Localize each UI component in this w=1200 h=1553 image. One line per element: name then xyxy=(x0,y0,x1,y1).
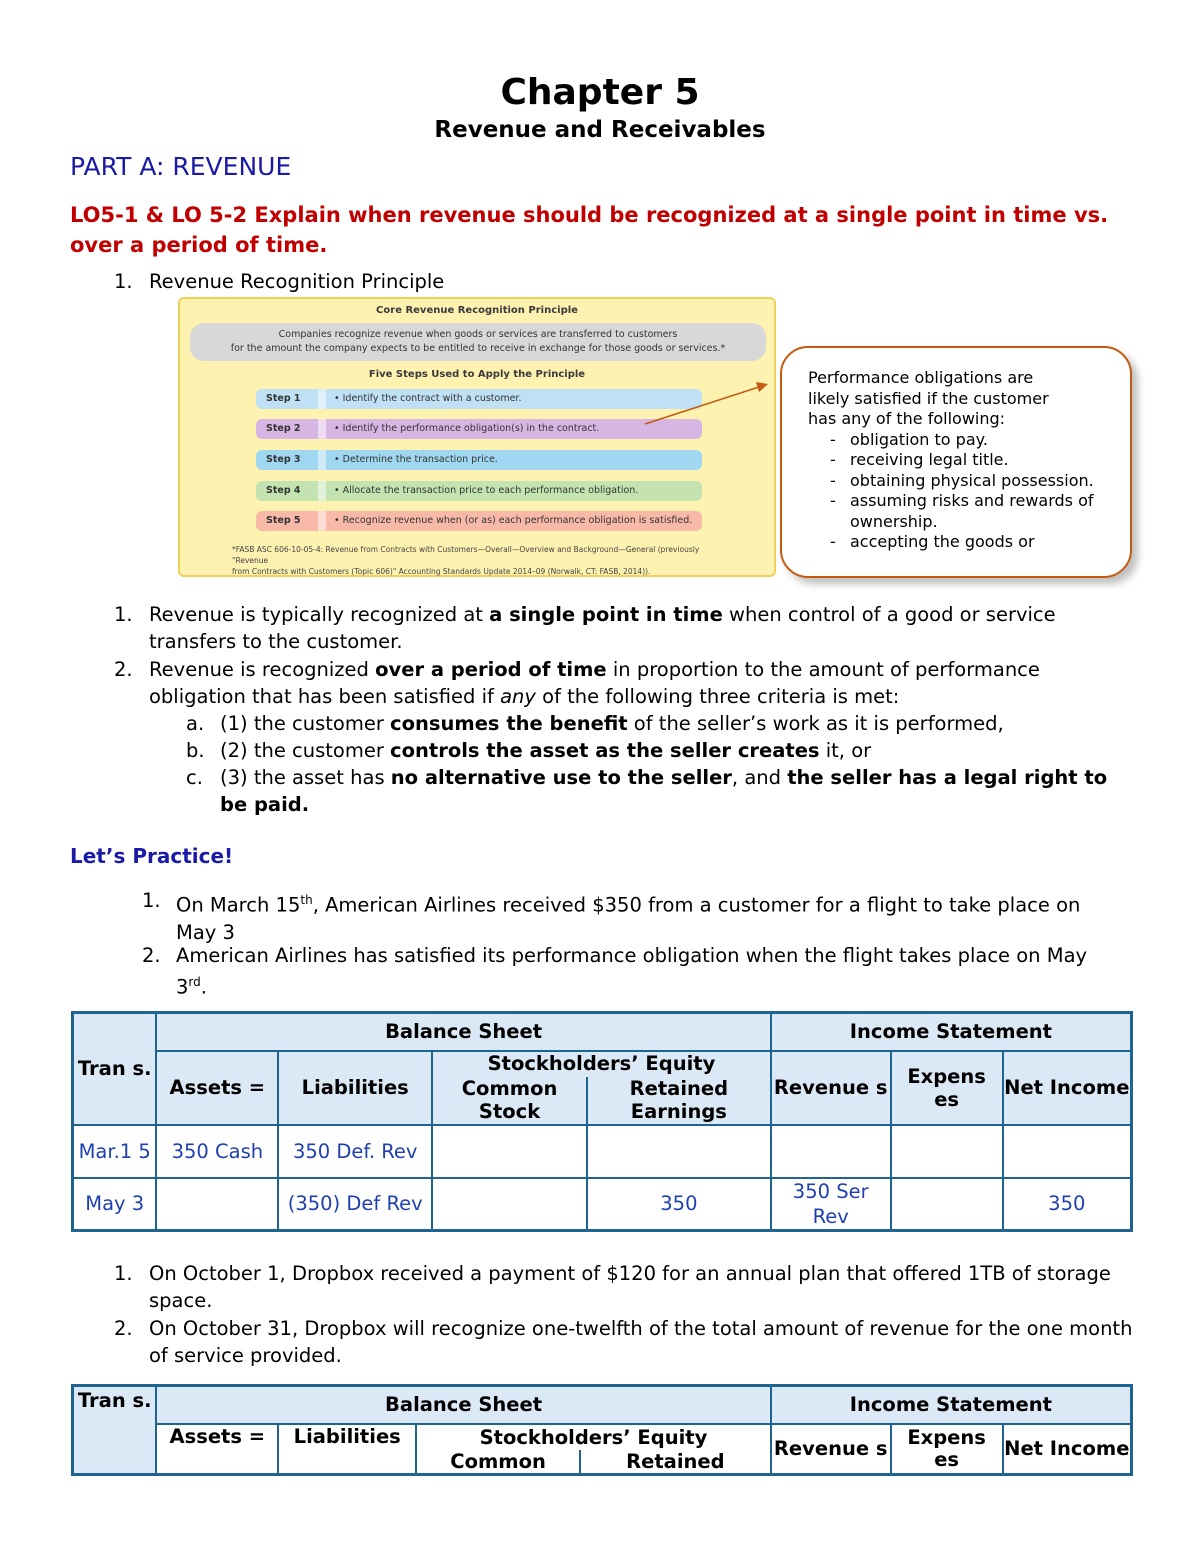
figure-step-divider xyxy=(318,481,326,501)
cell-retained: 350 xyxy=(587,1178,771,1231)
header-retained-earnings: Retained xyxy=(580,1450,771,1475)
cell-revenues xyxy=(771,1125,891,1178)
header-assets: Assets = xyxy=(156,1424,278,1475)
figure-step-2 xyxy=(256,419,702,439)
list-number: 1. xyxy=(114,1262,133,1285)
header-stockholders-equity: Stockholders’ Equity xyxy=(432,1051,771,1077)
cell-expenses xyxy=(891,1178,1003,1231)
figure-footnote-line: from Contracts with Customers (Topic 606)" Accounting Standards Update 2014–09 (Norwalk, CT: FASB, 2014)). xyxy=(232,567,651,576)
cell-revenues: 350 Ser Rev xyxy=(771,1178,891,1231)
callout-item: - receiving legal title. xyxy=(826,450,1118,471)
cell-assets xyxy=(156,1178,278,1231)
cell-trans: Mar.1 5 xyxy=(73,1125,157,1178)
figure-core-principle xyxy=(190,323,766,361)
header-net-income: Net Income xyxy=(1003,1051,1132,1125)
figure-core-line: Companies recognize revenue when goods or services are transferred to customers xyxy=(278,329,678,340)
figure-core-title: Core Revenue Recognition Principle xyxy=(376,305,578,316)
callout-intro: Performance obligations are xyxy=(808,368,1034,387)
header-retained-earnings: Retained Earnings xyxy=(587,1077,771,1125)
list-letter: a. xyxy=(186,712,205,735)
list-text: On October 1, Dropbox received a payment of $120 for an annual plan that offered 1TB of storage space. xyxy=(149,1262,1111,1312)
figure-step-description: • Identify the contract with a customer. xyxy=(334,393,522,404)
figure-step-5 xyxy=(256,511,702,531)
callout-arrow-icon xyxy=(640,378,780,428)
list-number: 2. xyxy=(142,944,161,967)
figure-core-line: for the amount the company expects to be entitled to receive in exchange for those goods or services.* xyxy=(230,343,726,354)
header-income-statement: Income Statement xyxy=(771,1013,1132,1051)
figure-step-label: Step 5 xyxy=(266,515,301,526)
header-trans: Tran s. xyxy=(73,1386,157,1475)
header-common-stock: Common xyxy=(416,1450,580,1475)
callout-item: - assuming risks and rewards of ownership. xyxy=(826,491,1118,532)
transaction-table-dropbox xyxy=(71,1384,1133,1476)
header-expenses: Expens es xyxy=(891,1051,1003,1125)
list-number: 2. xyxy=(114,658,133,681)
figure-step-4 xyxy=(256,481,702,501)
part-heading: PART A: REVENUE xyxy=(70,152,292,181)
cell-common xyxy=(432,1178,587,1231)
list-letter: c. xyxy=(186,766,203,789)
learning-objective-heading: LO5-1 & LO 5-2 Explain when revenue should be recognized at a single point in time vs. over a period of time. xyxy=(70,203,1109,257)
figure-step-description: • Identify the performance obligation(s) in the contract. xyxy=(334,423,600,434)
cell-net-income: 350 xyxy=(1003,1178,1132,1231)
figure-steps-title: Five Steps Used to Apply the Principle xyxy=(368,369,586,380)
list-text: Revenue is recognized over a period of time in proportion to the amount of performance obligation that has been satisfied if any of the following three criteria is met: xyxy=(149,658,1040,708)
list-number: 1. xyxy=(114,603,133,626)
header-liabilities: Liabilities xyxy=(278,1051,432,1125)
list-number: 2. xyxy=(114,1317,133,1340)
list-text: On March 15th, American Airlines received $350 from a customer for a flight to take place on May 3 xyxy=(176,893,1081,944)
figure-step-1 xyxy=(256,389,702,409)
callout-item: - obtaining physical possession. xyxy=(826,471,1118,492)
table-row xyxy=(73,1125,1132,1178)
figure-footnote-line: *FASB ASC 606-10-05-4: Revenue from Contracts with Customers—Overall—Overview and Background—General (previously "Revenue xyxy=(232,545,700,565)
list-text: Revenue is typically recognized at a single point in time when control of a good or service transfers to the customer. xyxy=(149,603,1056,653)
callout-item: - obligation to pay. xyxy=(826,430,1118,451)
figure-step-label: Step 3 xyxy=(266,454,301,465)
cell-liabilities: 350 Def. Rev xyxy=(278,1125,432,1178)
cell-common xyxy=(432,1125,587,1178)
list-letter: b. xyxy=(186,739,205,762)
callout-intro: has any of the following: xyxy=(808,409,1006,428)
list-text: (1) the customer consumes the benefit of the seller’s work as it is performed, xyxy=(220,712,1004,735)
table-row xyxy=(73,1178,1132,1231)
list-text: Revenue Recognition Principle xyxy=(149,270,445,293)
header-revenues: Revenue s xyxy=(771,1424,891,1475)
header-income-statement: Income Statement xyxy=(771,1386,1132,1424)
figure-footnote xyxy=(232,544,732,577)
header-balance-sheet: Balance Sheet xyxy=(156,1386,770,1424)
list-number: 1. xyxy=(142,889,161,912)
header-trans: Tran s. xyxy=(73,1013,157,1125)
figure-step-description: • Allocate the transaction price to each performance obligation. xyxy=(334,485,639,496)
list-text: American Airlines has satisfied its performance obligation when the flight takes place on May 3rd. xyxy=(176,944,1088,999)
header-revenues: Revenue s xyxy=(771,1051,891,1125)
cell-assets: 350 Cash xyxy=(156,1125,278,1178)
header-assets: Assets = xyxy=(156,1051,278,1125)
cell-liabilities: (350) Def Rev xyxy=(278,1178,432,1231)
cell-retained xyxy=(587,1125,771,1178)
header-common-stock: Common Stock xyxy=(432,1077,587,1125)
figure-step-divider xyxy=(318,389,326,409)
figure-step-divider xyxy=(318,511,326,531)
cell-expenses xyxy=(891,1125,1003,1178)
figure-step-label: Step 4 xyxy=(266,485,301,496)
callout-item: - accepting the goods or xyxy=(826,532,1118,553)
figure-step-divider xyxy=(318,450,326,470)
list-number: 1. xyxy=(114,270,133,293)
figure-step-description: • Recognize revenue when (or as) each performance obligation is satisfied. xyxy=(334,515,693,526)
figure-step-3 xyxy=(256,450,702,470)
list-text: (2) the customer controls the asset as the seller creates it, or xyxy=(220,739,872,762)
cell-trans: May 3 xyxy=(73,1178,157,1231)
header-balance-sheet: Balance Sheet xyxy=(156,1013,770,1051)
figure-step-label: Step 2 xyxy=(266,423,301,434)
figure-step-divider xyxy=(318,419,326,439)
header-liabilities: Liabilities xyxy=(278,1424,416,1475)
performance-obligation-callout xyxy=(780,346,1132,578)
header-expenses: Expens es xyxy=(891,1424,1003,1475)
callout-intro: likely satisfied if the customer xyxy=(808,388,1049,408)
transaction-table-airlines xyxy=(71,1011,1133,1232)
figure-step-label: Step 1 xyxy=(266,393,301,404)
header-stockholders-equity: Stockholders’ Equity xyxy=(416,1424,771,1450)
list-text: On October 31, Dropbox will recognize one-twelfth of the total amount of revenue for the one month of service provided. xyxy=(149,1317,1133,1367)
cell-net-income xyxy=(1003,1125,1132,1178)
figure-step-description: • Determine the transaction price. xyxy=(334,454,498,465)
chapter-subtitle: Revenue and Receivables xyxy=(434,117,766,143)
list-text: (3) the asset has no alternative use to the seller, and the seller has a legal right to be paid. xyxy=(220,766,1108,816)
practice-heading: Let’s Practice! xyxy=(70,844,234,868)
header-net-income: Net Income xyxy=(1003,1424,1132,1475)
chapter-title: Chapter 5 xyxy=(500,72,700,113)
revenue-recognition-figure xyxy=(178,297,776,577)
